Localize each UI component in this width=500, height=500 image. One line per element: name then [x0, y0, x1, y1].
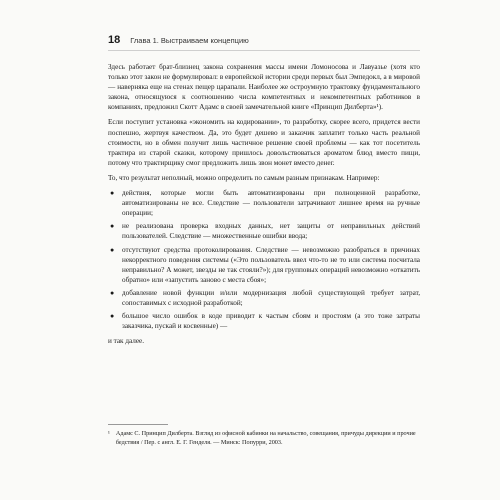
list-item [108, 311, 420, 331]
paragraph: Если поступит установка «экономить на кодировании», то разработку, скорее всего, придется вести поспешно, жертвуя качеством. Да, это будет дешево и заказчик заплатит только часть реальной стоимости, но в обмен получит лишь частичное решение своей проблемы — как тот посетитель трактира из старой сказки, которому пришлось довольствоваться ароматом блюд вместо пищи, потому что трактирщику смог предложить лишь звон монет вместо денег. [108, 118, 420, 167]
chapter-title: Глава 1. Выстраиваем концепцию [130, 36, 249, 45]
closing-line: и так далее. [108, 337, 145, 346]
footnote [108, 430, 420, 447]
bullet-icon: ● [110, 288, 115, 297]
list-item-text: большое число ошибок в коде приводит к частым сбоям и простоям (а это тоже затраты заказчика, пускай и косвенные) — [122, 312, 420, 331]
paragraph: То, что результат неполный, можно определить по самым разным признакам. Например: [108, 173, 380, 182]
list-item-text: действия, которые могли быть автоматизированы при полноценной разработке, автоматизированы не все. Следствие — пользователи затрачивают лишнее время на ручные операции; [122, 189, 420, 218]
paragraph: Здесь работает брат-близнец закона сохранения массы имени Ломоносова и Лавуазье (хотя кто только этот закон не формулировал: в европейской истории среди первых был Эмпедокл, а в мировой — наверняка еще на стенах пещер царапали. Наиболее же остроумную трактовку фундаментального закона, относящуюся к соотношению числа компетентных и некомпетентных работников в компаниях, предложил Скотт Адамс в своей замечательной книге «Принцип Дилберта»¹). [108, 63, 420, 112]
footnote-mark: ¹ [108, 430, 110, 437]
list-item-text: добавление новой функции и/или модернизация любой существующей требует затрат, сопоставимых с исходной разработкой; [122, 288, 420, 307]
list-item [108, 288, 420, 308]
footnote-text: Адамс С. Принцип Дилберта. Взгляд из офисной кабинки на начальство, совещания, причуды дирекции и прочие бедствия / Пер. с англ. Е. Г. Генделя. — Минск: Попурри, 2003. [115, 430, 416, 446]
running-header [108, 34, 420, 51]
page-body [108, 62, 420, 351]
list-item-text: отсутствуют средства протоколирования. Следствие — невозможно разобраться в причинах некорректного поведения системы («Это пользователь ввел что-то не то или система посчитала неправильно? А может, звезды не так стояли?»); для групповых операций невозможно «откатить обратно» или «запустить заново с места сбоя»; [122, 245, 420, 284]
list-item [108, 188, 420, 218]
list-item [108, 245, 420, 285]
bullet-icon: ● [110, 222, 115, 231]
page-number: 18 [108, 34, 121, 46]
bullet-list [108, 188, 420, 331]
bullet-icon: ● [110, 245, 115, 254]
bullet-icon: ● [110, 312, 115, 321]
list-item [108, 221, 420, 241]
bullet-icon: ● [110, 189, 115, 198]
list-item-text: не реализована проверка входных данных, нет защиты от неправильных действий пользователей. Следствие — множественные ошибки ввода; [122, 222, 420, 241]
footnote-divider [108, 424, 168, 425]
